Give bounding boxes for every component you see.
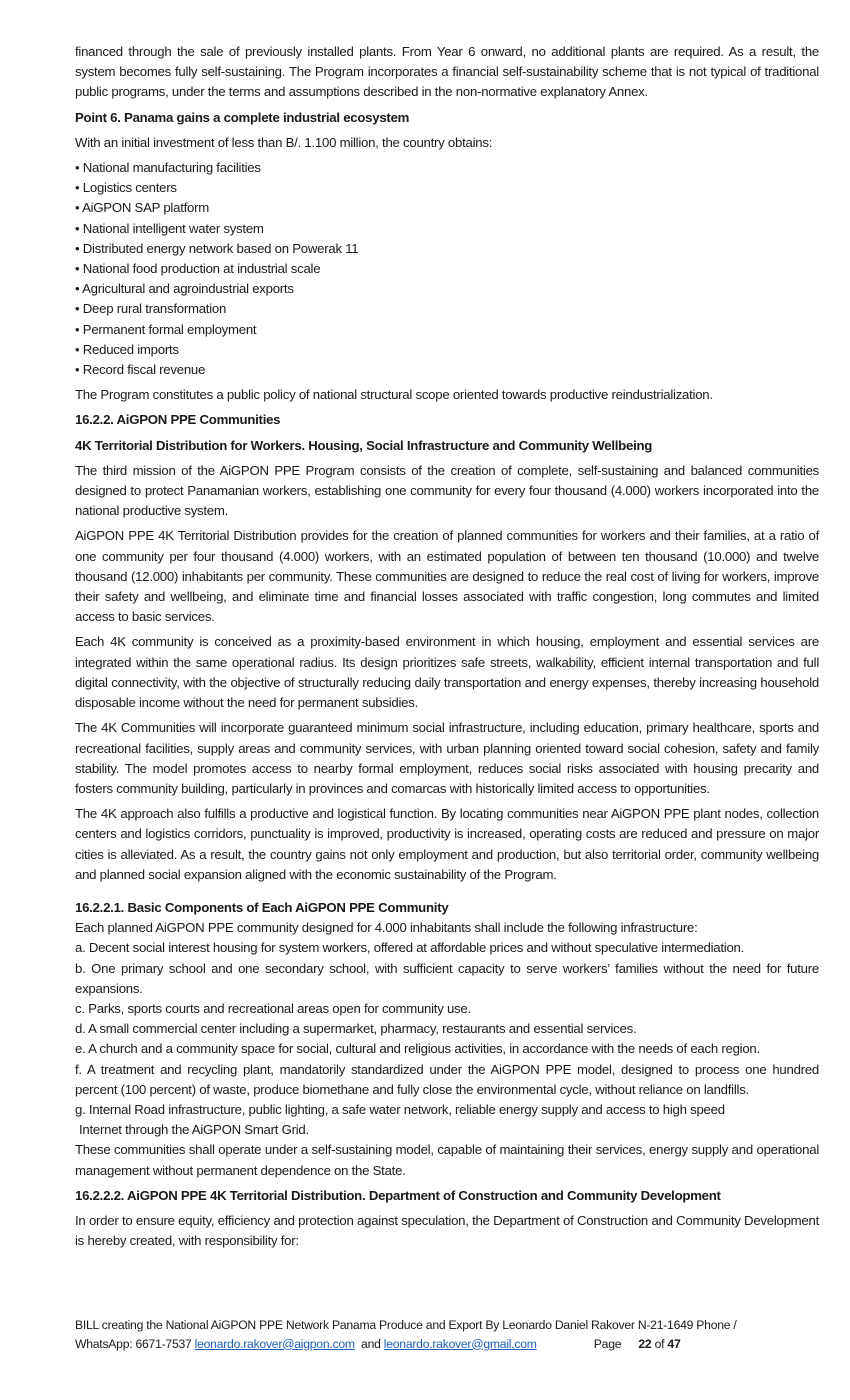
list-item: • Logistics centers (75, 178, 819, 198)
component-item: f. A treatment and recycling plant, mandatorily standardized under the AiGPON PPE model, designed to process one hundred percent (100 percent) of waste, produce biomethane and fully close the environmental cycle, without reliance on landfills. (75, 1061, 819, 1097)
component-item: d. A small commercial center including a supermarket, pharmacy, restaurants and essential services. (75, 1021, 637, 1037)
component-item: e. A church and a community space for social, cultural and religious activities, in accordance with the needs of each region. (75, 1041, 760, 1057)
component-item-g-line2: Internet through the AiGPON Smart Grid. (79, 1122, 309, 1138)
paragraph: The 4K Communities will incorporate guaranteed minimum social infrastructure, including education, primary healthcare, sports and recreational facilities, supply areas and community services, with urban planning oriented toward social cohesion, safety and family stability. The model promotes access to nearby formal employment, reduces social risks associated with housing precarity and fosters community building, particularly in provinces and comarcas with historically limited access to opportunities. (75, 720, 819, 796)
list-item: • Record fiscal revenue (75, 360, 819, 380)
footer-line1: BILL creating the National AiGPON PPE Network Panama Produce and Export By Leonardo Daniel Rakover N-21-1649 Phone / (75, 1318, 737, 1332)
department-paragraph: In order to ensure equity, efficiency and protection against speculation, the Department of Construction and Community Development is hereby created, with responsibility for: (75, 1212, 819, 1249)
component-item: a. Decent social interest housing for system workers, offered at affordable prices and without speculative intermediation. (75, 940, 745, 956)
point6-closing: The Program constitutes a public policy of national structural scope oriented towards productive reindustrialization. (75, 387, 713, 403)
list-item: • Agricultural and agroindustrial exports (75, 279, 819, 299)
footer-line2 (75, 1335, 819, 1354)
list-item: • AiGPON SAP platform (75, 198, 819, 218)
list-item: • National manufacturing facilities (75, 158, 819, 178)
intro-paragraph: financed through the sale of previously installed plants. From Year 6 onward, no additional plants are required. As a result, the system becomes fully self-sustaining. The Program incorporates a financial self-sustainability scheme that is not typical of traditional public programs, under the terms and assumptions described in the non-normative explanatory Annex. (75, 44, 819, 100)
components-closing: These communities shall operate under a self-sustaining model, capable of maintaining their services, energy supply and operational management without permanent dependence on the State. (75, 1142, 819, 1178)
paragraph: AiGPON PPE 4K Territorial Distribution provides for the creation of planned communities for workers and their families, at a ratio of one community per four thousand (4.000) workers, with an estimated population of between ten thousand (10.000) and twelve thousand (12.000) inhabitants per community. These communities are designed to reduce the real cost of living for workers, improve their safety and wellbeing, and eliminate time and financial losses associated with traffic congestion, long commutes and limited access to basic services. (75, 528, 819, 625)
page-of: of (654, 1336, 665, 1351)
components-lead: Each planned AiGPON PPE community designed for 4.000 inhabitants shall include the following infrastructure: (75, 920, 698, 936)
page-footer (75, 1316, 819, 1353)
footer-whatsapp: WhatsApp: 6671-7537 (75, 1336, 192, 1351)
paragraph: Each 4K community is conceived as a proximity-based environment in which housing, employment and essential services are integrated within the same operational radius. Its design prioritizes safe streets, walkability, efficient internal transportation and full digital connectivity, with the objective of structurally reducing daily transportation and energy expenses, thereby increasing household disposable income without the need for permanent subsidies. (75, 634, 819, 711)
page-current: 22 (638, 1336, 652, 1351)
email-link-aigpon[interactable]: leonardo.rakover@aigpon.com (194, 1336, 355, 1351)
list-item: • National intelligent water system (75, 219, 819, 239)
list-item: • Permanent formal employment (75, 320, 819, 340)
list-item: • Deep rural transformation (75, 299, 819, 319)
point6-bullet-list (75, 158, 819, 380)
component-item-g-line1: g. Internal Road infrastructure, public lighting, a safe water network, reliable energy supply and access to high speed (75, 1101, 725, 1117)
section-heading-16-2-2-1: 16.2.2.1. Basic Components of Each AiGPON PPE Community (75, 899, 449, 915)
list-item: • National food production at industrial scale (75, 259, 819, 279)
document-page (75, 42, 819, 1251)
list-item: • Distributed energy network based on Powerak 11 (75, 239, 819, 259)
component-item: b. One primary school and one secondary school, with sufficient capacity to serve workers’ families without the need for future expansions. (75, 960, 819, 996)
footer-and: and (361, 1336, 381, 1351)
point6-lead: With an initial investment of less than B/. 1.100 million, the country obtains: (75, 134, 493, 150)
paragraph: The 4K approach also fulfills a productive and logistical function. By locating communities near AiGPON PPE plant nodes, collection centers and logistics corridors, punctuality is improved, productivity is increased, operating costs are reduced and pressure on major cities is alleviated. As a result, the country gains not only employment and production, but also territorial order, community wellbeing and planned social expansion aligned with the economic sustainability of the Program. (75, 806, 819, 882)
section-heading-16-2-2: 16.2.2. AiGPON PPE Communities (75, 412, 281, 428)
page-label: Page (593, 1336, 622, 1351)
section-subheading-4k: 4K Territorial Distribution for Workers. Housing, Social Infrastructure and Community Wellbeing (75, 437, 653, 453)
paragraph: The third mission of the AiGPON PPE Program consists of the creation of complete, self-sustaining and balanced communities designed to protect Panamanian workers, establishing one community for every four thousand (4.000) workers incorporated into the national productive system. (75, 462, 819, 519)
email-link-gmail[interactable]: leonardo.rakover@gmail.com (383, 1336, 537, 1351)
page-total: 47 (667, 1336, 681, 1351)
point6-heading: Point 6. Panama gains a complete industrial ecosystem (75, 109, 410, 125)
list-item: • Reduced imports (75, 340, 819, 360)
component-item: c. Parks, sports courts and recreational areas open for community use. (75, 1000, 471, 1016)
section-heading-16-2-2-2: 16.2.2.2. AiGPON PPE 4K Territorial Distribution. Department of Construction and Community Development (75, 1187, 721, 1203)
